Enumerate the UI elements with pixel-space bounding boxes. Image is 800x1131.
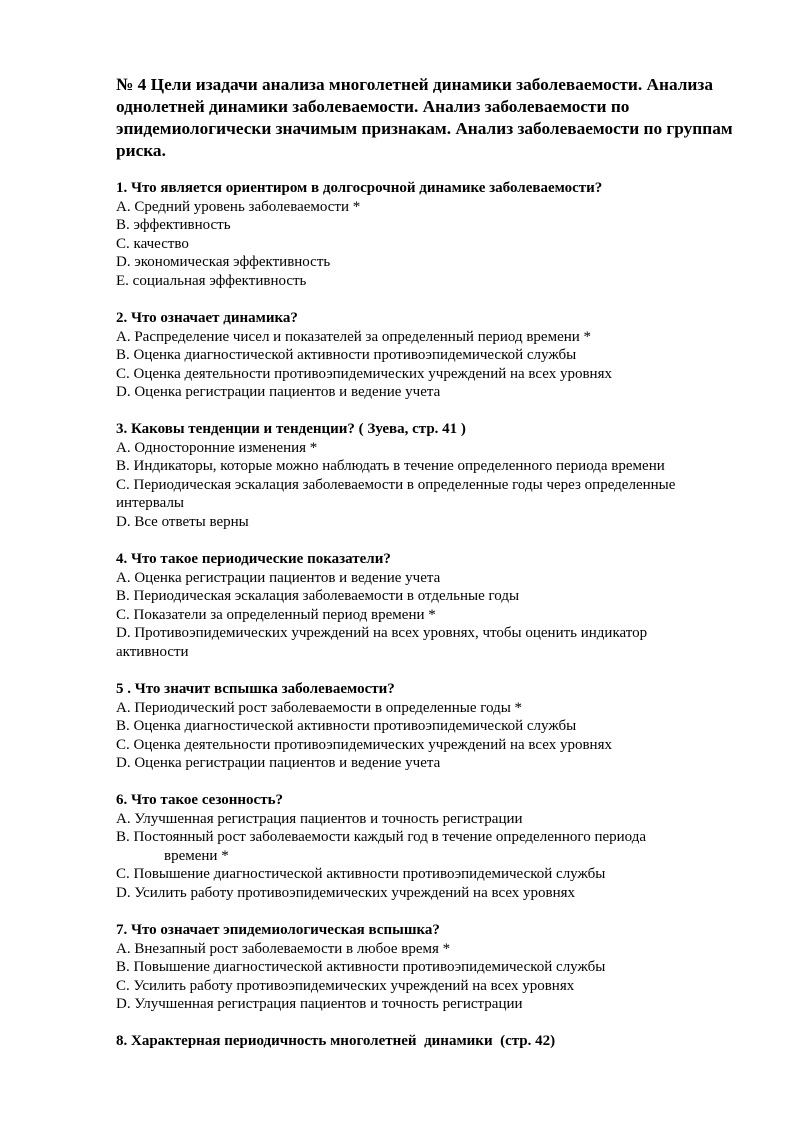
answer-option: C. Оценка деятельности противоэпидемических учреждений на всех уровнях [116,365,612,382]
answer-option: D. Оценка регистрации пациентов и ведение учета [116,755,441,772]
answer-option: E. социальная эффективность [116,272,307,289]
question-3 [116,420,756,532]
question-text: 4. Что такое периодические показатели? [116,551,391,567]
document-title: № 4 Цели изадачи анализа многолетней динамики заболеваемости. Анализа однолетней динамики заболеваемости. Анализ заболеваемости по эпидемиологически значимым признакам. Анализ заболеваемости по группам риска. [116,75,733,160]
answer-option: D. Усилить работу противоэпидемических учреждений на всех уровнях [116,884,576,901]
question-7 [116,921,756,1014]
question-2 [116,309,756,402]
question-1 [116,179,756,291]
answer-option: B. Индикаторы, которые можно наблюдать в течение определенного периода времени [116,458,665,475]
answer-option: C. качество [116,235,189,252]
answer-option: B. Оценка диагностической активности противоэпидемической службы [116,718,577,735]
answer-option: C. Повышение диагностической активности противоэпидемической службы [116,866,606,883]
answer-option: C. Оценка деятельности противоэпидемических учреждений на всех уровнях [116,736,612,753]
answer-option: B. Повышение диагностической активности противоэпидемической службы [116,959,606,976]
answer-option: A. Улучшенная регистрация пациентов и точность регистрации [116,810,523,827]
answer-option: C. Периодическая эскалация заболеваемости в определенные годы через определенные интервалы [116,476,676,512]
question-text: 7. Что означает эпидемиологическая вспышка? [116,922,440,938]
answer-option: B. Постоянный рост заболеваемости каждый год в течение определенного периода [116,829,647,846]
question-text: 3. Каковы тенденции и тенденции? ( Зуева, стр. 41 ) [116,421,466,437]
question-text: 1. Что является ориентиром в долгосрочной динамике заболеваемости? [116,180,603,196]
answer-option-continuation: времени * [164,847,229,864]
answer-option: A. Периодический рост заболеваемости в определенные годы * [116,699,523,716]
question-text: 5 . Что значит вспышка заболеваемости? [116,681,395,697]
answer-option: D. Улучшенная регистрация пациентов и точность регистрации [116,996,523,1013]
answer-option: A. Средний уровень заболеваемости * [116,198,361,215]
answer-option: A. Оценка регистрации пациентов и ведение учета [116,569,441,586]
answer-option: A. Распределение чисел и показателей за определенный период времени * [116,328,592,345]
answer-option: D. Противоэпидемических учреждений на всех уровнях, чтобы оценить индикатор активности [116,625,648,660]
answer-option: C. Усилить работу противоэпидемических учреждений на всех уровнях [116,977,575,994]
answer-option: A. Внезапный рост заболеваемости в любое время * [116,940,451,957]
question-8 [116,1032,756,1051]
question-text: 6. Что такое сезонность? [116,792,284,808]
answer-option: D. Все ответы верны [116,513,249,530]
answer-option: D. Оценка регистрации пациентов и ведение учета [116,384,441,401]
question-6 [116,791,756,903]
question-text: 2. Что означает динамика? [116,310,298,326]
answer-option: C. Показатели за определенный период времени * [116,606,436,623]
question-4 [116,550,756,662]
answer-option: B. Оценка диагностической активности противоэпидемической службы [116,347,577,364]
answer-option: B. Периодическая эскалация заболеваемости в отдельные годы [116,588,520,605]
answer-option: B. эффективность [116,217,231,234]
answer-option: D. экономическая эффективность [116,254,331,271]
answer-option: A. Односторонние изменения * [116,439,318,456]
question-5 [116,680,756,773]
question-text: 8. Характерная периодичность многолетней динамики (стр. 42) [116,1033,556,1049]
